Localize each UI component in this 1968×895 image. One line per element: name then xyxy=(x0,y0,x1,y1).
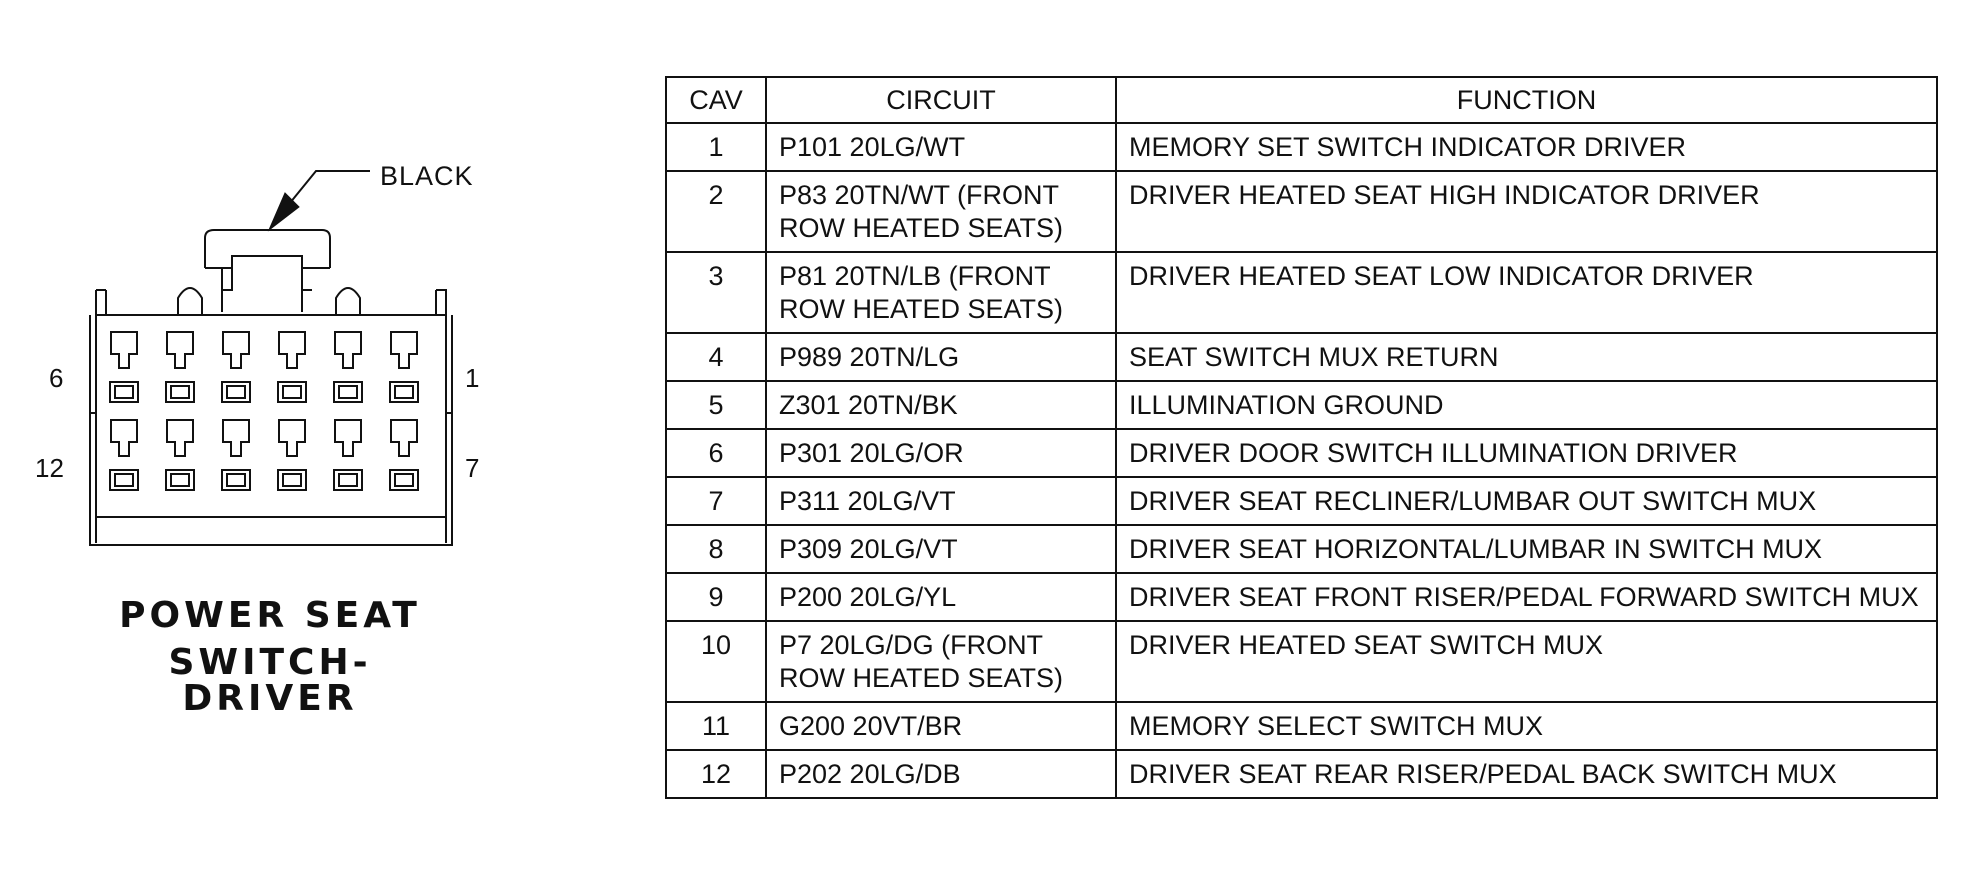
table-row xyxy=(666,252,1937,333)
cav-cell: 7 xyxy=(666,477,766,525)
terminal-latch xyxy=(167,332,193,368)
table-header-row xyxy=(666,77,1937,123)
function-cell: MEMORY SELECT SWITCH MUX xyxy=(1116,702,1937,750)
circuit-cell: P301 20LG/OR xyxy=(766,429,1116,477)
table-row xyxy=(666,477,1937,525)
table-row xyxy=(666,750,1937,798)
pin-label-7: 7 xyxy=(465,453,480,483)
terminal-latch xyxy=(335,332,361,368)
pin-label-1: 1 xyxy=(465,363,480,393)
cav-cell: 10 xyxy=(666,621,766,702)
circuit-cell: P200 20LG/YL xyxy=(766,573,1116,621)
table-row xyxy=(666,123,1937,171)
cav-cell: 3 xyxy=(666,252,766,333)
table-row xyxy=(666,429,1937,477)
circuit-cell: Z301 20TN/BK xyxy=(766,381,1116,429)
function-cell: DRIVER HEATED SEAT LOW INDICATOR DRIVER xyxy=(1116,252,1937,333)
terminal-latch xyxy=(335,420,361,456)
terminal-latch xyxy=(111,332,137,368)
header-circuit: CIRCUIT xyxy=(766,77,1116,123)
function-cell: DRIVER HEATED SEAT HIGH INDICATOR DRIVER xyxy=(1116,171,1937,252)
function-cell: ILLUMINATION GROUND xyxy=(1116,381,1937,429)
terminal-latch xyxy=(391,332,417,368)
terminal-latch xyxy=(279,420,305,456)
function-cell: DRIVER SEAT FRONT RISER/PEDAL FORWARD SWITCH MUX xyxy=(1116,573,1937,621)
cav-cell: 9 xyxy=(666,573,766,621)
circuit-cell: G200 20VT/BR xyxy=(766,702,1116,750)
connector-title-line-2: SWITCH-DRIVER xyxy=(168,642,372,719)
cav-cell: 8 xyxy=(666,525,766,573)
circuit-cell: P311 20LG/VT xyxy=(766,477,1116,525)
table-row xyxy=(666,333,1937,381)
terminal-cavity-inner xyxy=(171,474,189,486)
terminal-cavity-inner xyxy=(339,386,357,398)
table-row xyxy=(666,702,1937,750)
circuit-cell: P81 20TN/LB (FRONT ROW HEATED SEATS) xyxy=(766,252,1116,333)
terminal-latch xyxy=(223,420,249,456)
function-cell: SEAT SWITCH MUX RETURN xyxy=(1116,333,1937,381)
connector-diagram xyxy=(0,0,520,600)
cav-cell: 2 xyxy=(666,171,766,252)
table-row xyxy=(666,171,1937,252)
circuit-cell: P83 20TN/WT (FRONT ROW HEATED SEATS) xyxy=(766,171,1116,252)
function-cell: MEMORY SET SWITCH INDICATOR DRIVER xyxy=(1116,123,1937,171)
connector-latch xyxy=(178,230,360,315)
terminal-cavity-inner xyxy=(115,386,133,398)
terminal-latch xyxy=(391,420,417,456)
cav-cell: 11 xyxy=(666,702,766,750)
terminal-cavity-inner xyxy=(115,474,133,486)
table-row xyxy=(666,525,1937,573)
circuit-cell: P309 20LG/VT xyxy=(766,525,1116,573)
pin-label-12: 12 xyxy=(35,453,64,483)
cav-cell: 12 xyxy=(666,750,766,798)
terminal-cavity-inner xyxy=(283,474,301,486)
circuit-cell: P989 20TN/LG xyxy=(766,333,1116,381)
function-cell: DRIVER SEAT HORIZONTAL/LUMBAR IN SWITCH MUX xyxy=(1116,525,1937,573)
cav-cell: 4 xyxy=(666,333,766,381)
table-row xyxy=(666,573,1937,621)
terminal-latch xyxy=(223,332,249,368)
connector-housing xyxy=(90,290,452,545)
header-function: FUNCTION xyxy=(1116,77,1937,123)
cav-cell: 6 xyxy=(666,429,766,477)
pin-label-6: 6 xyxy=(49,363,64,393)
table-row xyxy=(666,381,1937,429)
circuit-cell: P101 20LG/WT xyxy=(766,123,1116,171)
pinout-table xyxy=(665,76,1938,799)
terminal-cavity-inner xyxy=(227,386,245,398)
function-cell: DRIVER HEATED SEAT SWITCH MUX xyxy=(1116,621,1937,702)
connector-title-line-1: POWER SEAT xyxy=(119,595,421,636)
terminal-grid xyxy=(110,332,418,490)
pinout-table-body xyxy=(666,123,1937,798)
table-row xyxy=(666,621,1937,702)
terminal-latch xyxy=(167,420,193,456)
terminal-cavity-inner xyxy=(283,386,301,398)
function-cell: DRIVER SEAT REAR RISER/PEDAL BACK SWITCH MUX xyxy=(1116,750,1937,798)
terminal-latch xyxy=(111,420,137,456)
terminal-cavity-inner xyxy=(339,474,357,486)
cav-cell: 5 xyxy=(666,381,766,429)
wire-color-label: BLACK xyxy=(380,161,474,191)
terminal-cavity-inner xyxy=(395,386,413,398)
terminal-cavity-inner xyxy=(395,474,413,486)
terminal-cavity-inner xyxy=(227,474,245,486)
circuit-cell: P7 20LG/DG (FRONT ROW HEATED SEATS) xyxy=(766,621,1116,702)
terminal-latch xyxy=(279,332,305,368)
circuit-cell: P202 20LG/DB xyxy=(766,750,1116,798)
function-cell: DRIVER DOOR SWITCH ILLUMINATION DRIVER xyxy=(1116,429,1937,477)
terminal-cavity-inner xyxy=(171,386,189,398)
function-cell: DRIVER SEAT RECLINER/LUMBAR OUT SWITCH MUX xyxy=(1116,477,1937,525)
cav-cell: 1 xyxy=(666,123,766,171)
header-cav: CAV xyxy=(666,77,766,123)
